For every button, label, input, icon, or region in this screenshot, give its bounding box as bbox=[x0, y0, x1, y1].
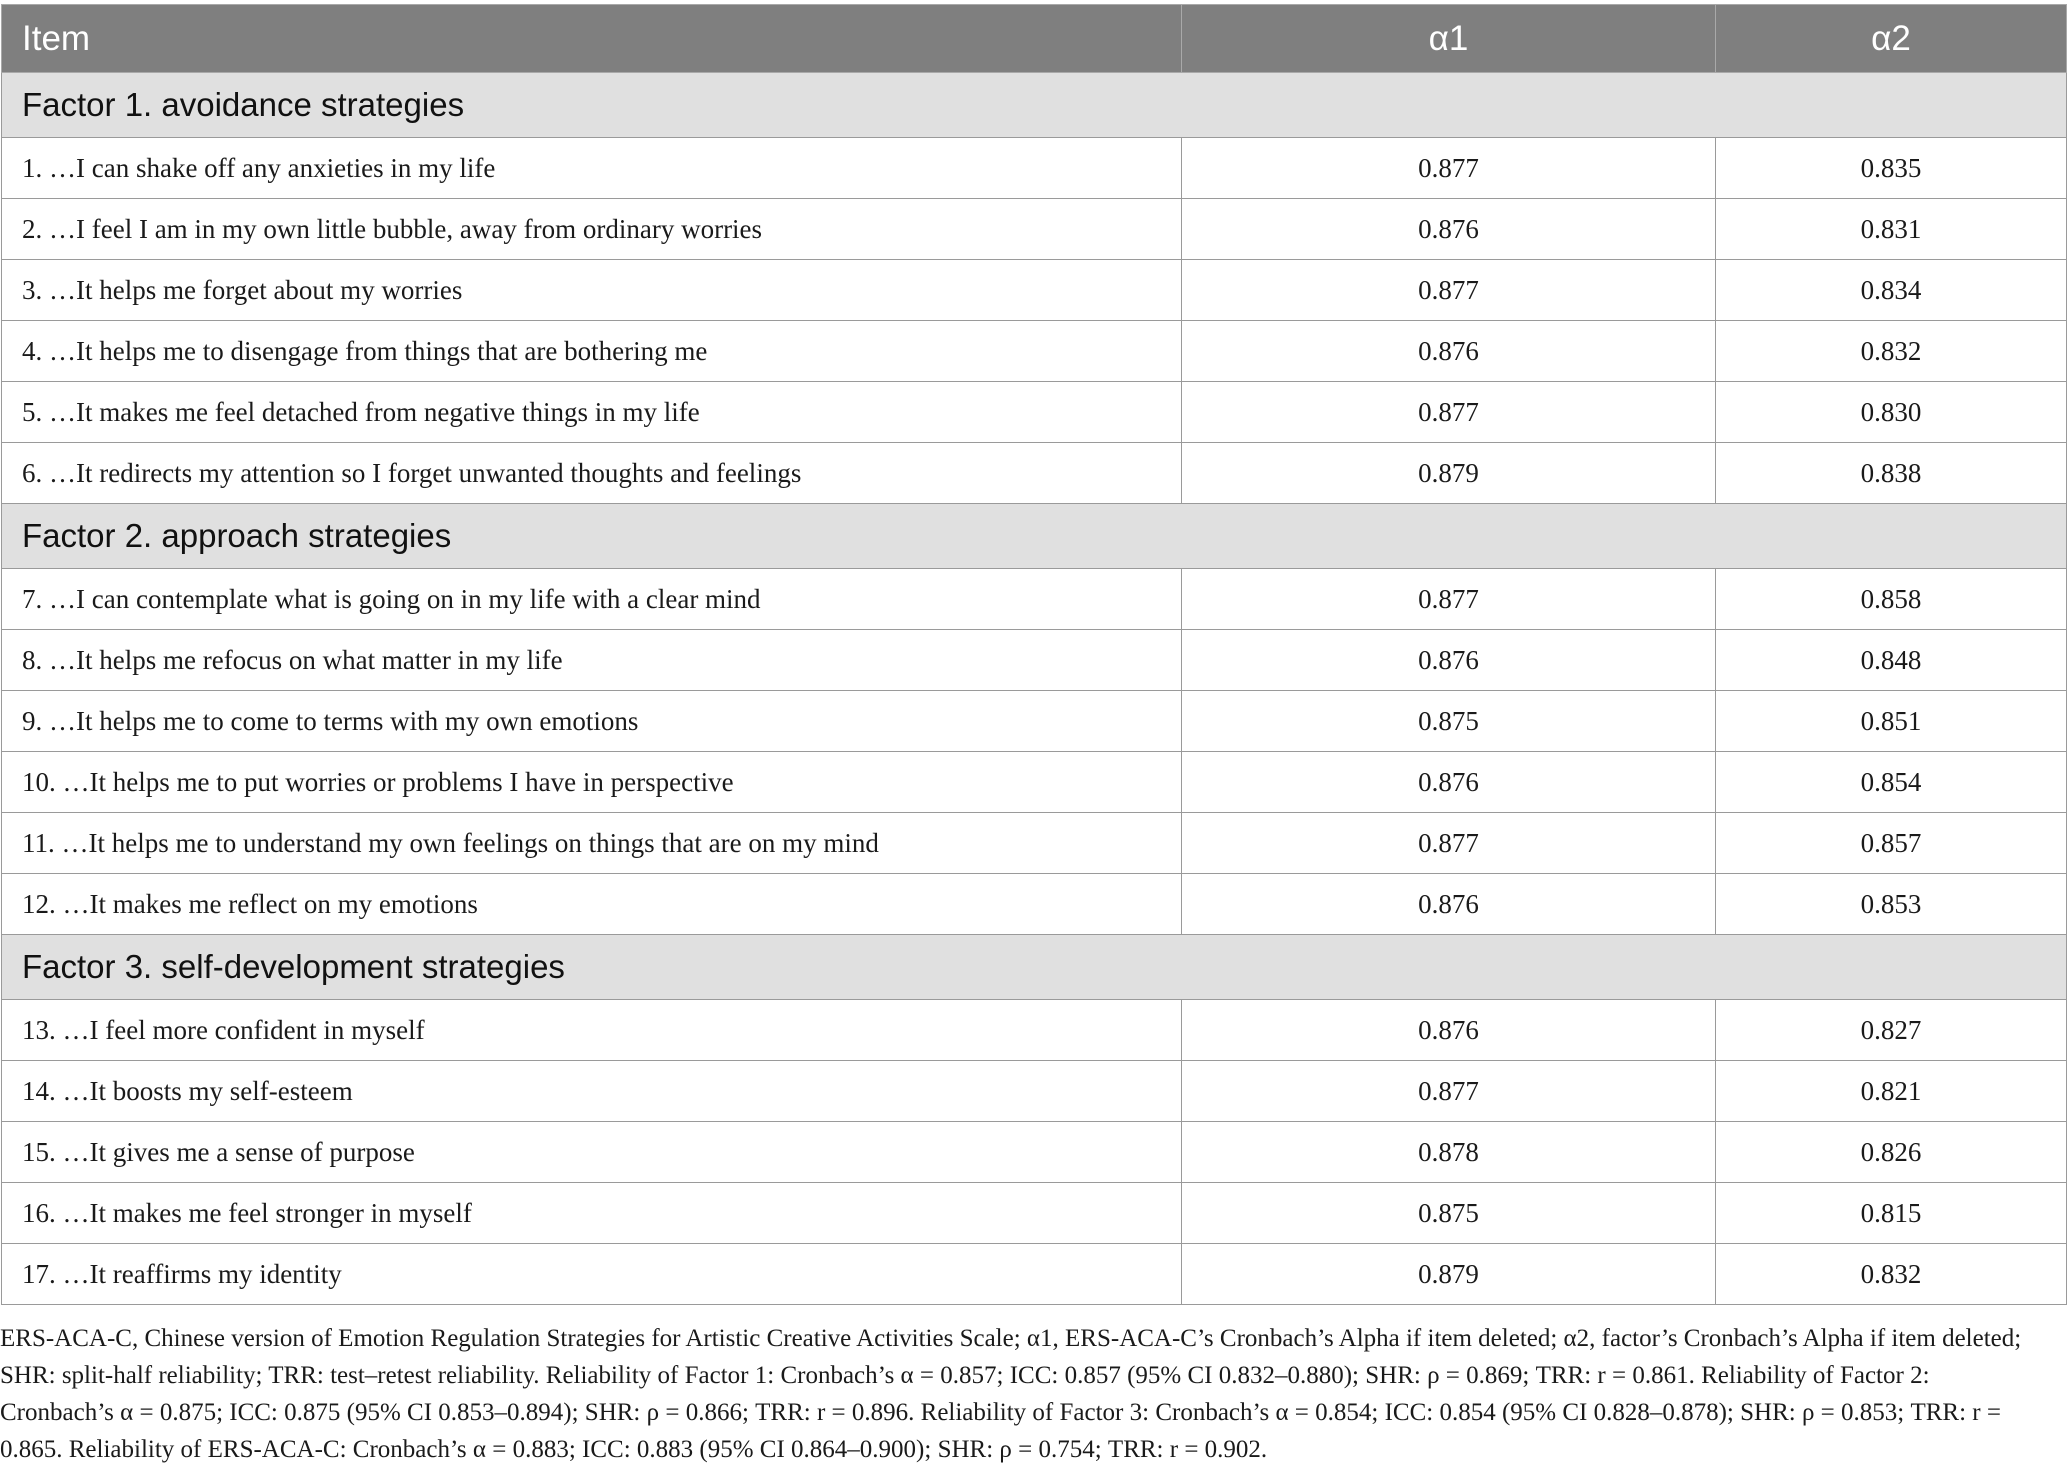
reliability-table bbox=[1, 4, 2067, 1305]
item-cell: 4. …It helps me to disengage from things that are bothering me bbox=[2, 321, 1182, 382]
table-row bbox=[2, 443, 2067, 504]
item-cell: 10. …It helps me to put worries or problems I have in perspective bbox=[2, 752, 1182, 813]
table-row bbox=[2, 1183, 2067, 1244]
factor-title: Factor 1. avoidance strategies bbox=[2, 73, 2067, 138]
alpha1-cell: 0.876 bbox=[1182, 321, 1716, 382]
alpha1-cell: 0.878 bbox=[1182, 1122, 1716, 1183]
alpha1-cell: 0.875 bbox=[1182, 691, 1716, 752]
factor-header-row bbox=[2, 935, 2067, 1000]
alpha2-cell: 0.827 bbox=[1716, 1000, 2067, 1061]
table-row bbox=[2, 630, 2067, 691]
table-row bbox=[2, 1122, 2067, 1183]
alpha2-cell: 0.832 bbox=[1716, 1244, 2067, 1305]
alpha1-cell: 0.877 bbox=[1182, 260, 1716, 321]
table-row bbox=[2, 1000, 2067, 1061]
alpha2-cell: 0.858 bbox=[1716, 569, 2067, 630]
alpha2-cell: 0.834 bbox=[1716, 260, 2067, 321]
item-cell: 3. …It helps me forget about my worries bbox=[2, 260, 1182, 321]
item-cell: 13. …I feel more confident in myself bbox=[2, 1000, 1182, 1061]
alpha2-cell: 0.830 bbox=[1716, 382, 2067, 443]
table-row bbox=[2, 321, 2067, 382]
table-row bbox=[2, 260, 2067, 321]
alpha1-cell: 0.876 bbox=[1182, 874, 1716, 935]
alpha2-cell: 0.821 bbox=[1716, 1061, 2067, 1122]
reliability-table-container bbox=[0, 4, 2067, 1305]
alpha2-cell: 0.838 bbox=[1716, 443, 2067, 504]
item-cell: 15. …It gives me a sense of purpose bbox=[2, 1122, 1182, 1183]
alpha2-cell: 0.815 bbox=[1716, 1183, 2067, 1244]
alpha2-cell: 0.835 bbox=[1716, 138, 2067, 199]
alpha2-cell: 0.848 bbox=[1716, 630, 2067, 691]
alpha1-cell: 0.877 bbox=[1182, 1061, 1716, 1122]
alpha1-cell: 0.876 bbox=[1182, 630, 1716, 691]
item-cell: 2. …I feel I am in my own little bubble, away from ordinary worries bbox=[2, 199, 1182, 260]
header-item: Item bbox=[2, 5, 1182, 73]
factor-header-row bbox=[2, 504, 2067, 569]
alpha2-cell: 0.853 bbox=[1716, 874, 2067, 935]
item-cell: 7. …I can contemplate what is going on in my life with a clear mind bbox=[2, 569, 1182, 630]
item-cell: 12. …It makes me reflect on my emotions bbox=[2, 874, 1182, 935]
alpha1-cell: 0.877 bbox=[1182, 138, 1716, 199]
table-row bbox=[2, 382, 2067, 443]
table-row bbox=[2, 813, 2067, 874]
item-cell: 1. …I can shake off any anxieties in my life bbox=[2, 138, 1182, 199]
table-row bbox=[2, 752, 2067, 813]
factor-title: Factor 2. approach strategies bbox=[2, 504, 2067, 569]
factor-header-row bbox=[2, 73, 2067, 138]
item-cell: 9. …It helps me to come to terms with my own emotions bbox=[2, 691, 1182, 752]
table-row bbox=[2, 1244, 2067, 1305]
item-cell: 14. …It boosts my self-esteem bbox=[2, 1061, 1182, 1122]
alpha1-cell: 0.879 bbox=[1182, 1244, 1716, 1305]
alpha1-cell: 0.876 bbox=[1182, 1000, 1716, 1061]
table-row bbox=[2, 199, 2067, 260]
table-row bbox=[2, 691, 2067, 752]
header-alpha1: α1 bbox=[1182, 5, 1716, 73]
table-body bbox=[2, 73, 2067, 1305]
alpha2-cell: 0.826 bbox=[1716, 1122, 2067, 1183]
alpha2-cell: 0.857 bbox=[1716, 813, 2067, 874]
table-header-row bbox=[2, 5, 2067, 73]
item-cell: 17. …It reaffirms my identity bbox=[2, 1244, 1182, 1305]
item-cell: 5. …It makes me feel detached from negative things in my life bbox=[2, 382, 1182, 443]
table-row bbox=[2, 874, 2067, 935]
item-cell: 11. …It helps me to understand my own feelings on things that are on my mind bbox=[2, 813, 1182, 874]
alpha1-cell: 0.879 bbox=[1182, 443, 1716, 504]
alpha1-cell: 0.875 bbox=[1182, 1183, 1716, 1244]
alpha2-cell: 0.854 bbox=[1716, 752, 2067, 813]
alpha2-cell: 0.831 bbox=[1716, 199, 2067, 260]
table-row bbox=[2, 1061, 2067, 1122]
item-cell: 6. …It redirects my attention so I forget unwanted thoughts and feelings bbox=[2, 443, 1182, 504]
alpha2-cell: 0.851 bbox=[1716, 691, 2067, 752]
alpha1-cell: 0.876 bbox=[1182, 199, 1716, 260]
table-row bbox=[2, 138, 2067, 199]
item-cell: 8. …It helps me refocus on what matter in my life bbox=[2, 630, 1182, 691]
alpha1-cell: 0.877 bbox=[1182, 382, 1716, 443]
alpha2-cell: 0.832 bbox=[1716, 321, 2067, 382]
alpha1-cell: 0.877 bbox=[1182, 813, 1716, 874]
factor-title: Factor 3. self-development strategies bbox=[2, 935, 2067, 1000]
header-alpha2: α2 bbox=[1716, 5, 2067, 73]
table-row bbox=[2, 569, 2067, 630]
alpha1-cell: 0.877 bbox=[1182, 569, 1716, 630]
alpha1-cell: 0.876 bbox=[1182, 752, 1716, 813]
table-footnote: ERS-ACA-C, Chinese version of Emotion Regulation Strategies for Artistic Creative Activities Scale; α1, ERS-ACA-C’s Cronbach’s Alpha if item deleted; α2, factor’s Cronbach’s Alpha if item deleted; SHR: split-half reliability; TRR: test–retest reliability. Reliability of Factor 1: Cronbach’s α = 0.857; ICC: 0.857 (95% CI 0.832–0.880); SHR: ρ = 0.869; TRR: r = 0.861. Reliability of Factor 2: Cronbach’s α = 0.875; ICC: 0.875 (95% CI 0.853–0.894); SHR: ρ = 0.866; TRR: r = 0.896. Reliability of Factor 3: Cronbach’s α = 0.854; ICC: 0.854 (95% CI 0.828–0.878); SHR: ρ = 0.853; TRR: r = 0.865. Reliability of ERS-ACA-C: Cronbach’s α = 0.883; ICC: 0.883 (95% CI 0.864–0.900); SHR: ρ = 0.754; TRR: r = 0.902. bbox=[0, 1325, 2022, 1463]
item-cell: 16. …It makes me feel stronger in myself bbox=[2, 1183, 1182, 1244]
